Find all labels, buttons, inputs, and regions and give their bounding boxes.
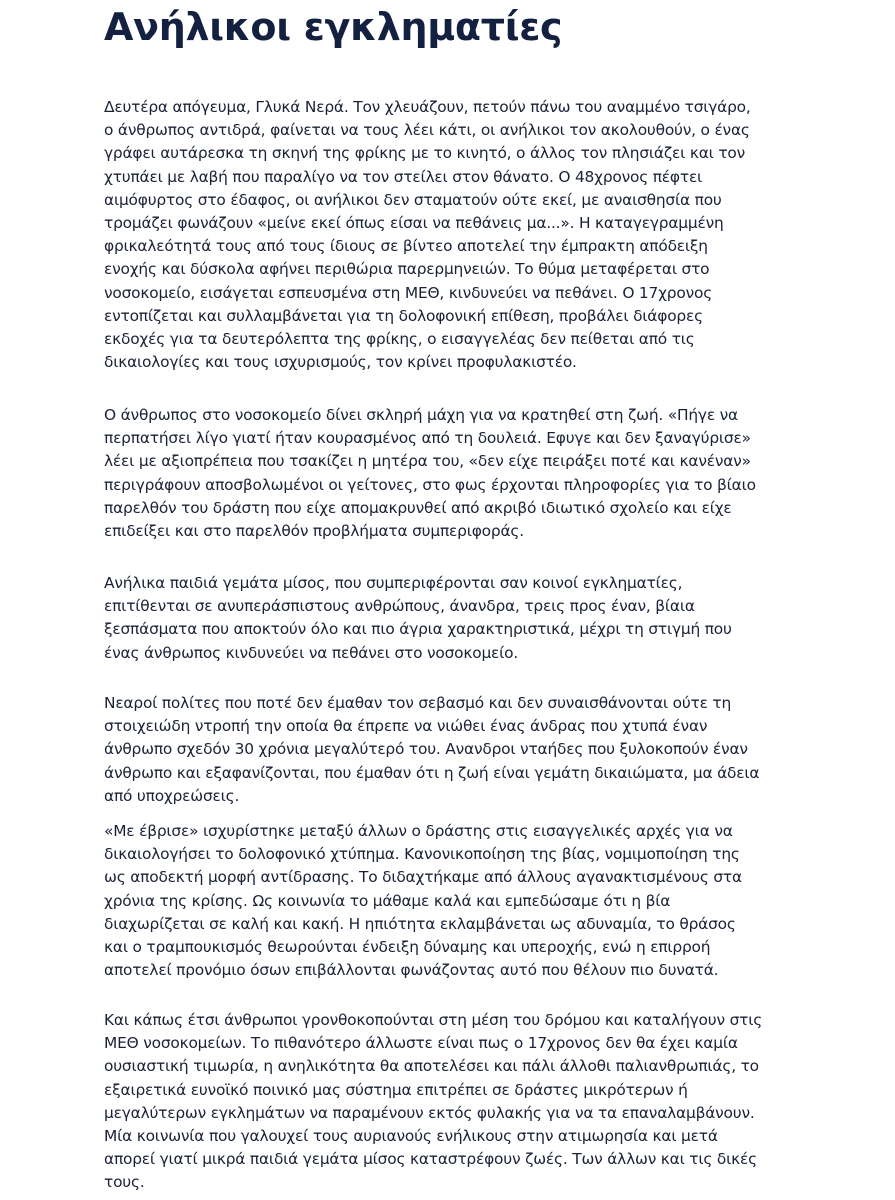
article-paragraph: Δευτέρα απόγευμα, Γλυκά Νερά. Τον χλευάζουν, πετούν πάνω του αναμμένο τσιγάρο, ο άνθρωπος αντιδρά, φαίνεται να τους λέει κάτι, οι ανήλικοι τον ακολουθούν, ο ένας γράφει αυτάρεσκα τη σκηνή της φρίκης με το κινητό, ο άλλος τον πλησιάζει και τον χτυπάει με λαβή που παραλίγο να τον στείλει στον θάνατο. Ο 48χρονος πέφτει αιμόφυρτος στο έδαφος, οι ανήλικοι δεν σταματούν ούτε εκεί, με αναισθησία που τρομάζει φωνάζουν «μείνε εκεί όπως είσαι να πεθάνεις μα...». Η καταγεγραμμένη φρικαλεότητά τους από τους ίδιους σε βίντεο αποτελεί την έμπρακτη απόδειξη ενοχής και δύσκολα αφήνει περιθώρια παρερμηνειών. Το θύμα μεταφέρεται στο νοσοκομείο, εισάγεται εσπευσμένα στη ΜΕΘ, κινδυνεύει να πεθάνει. Ο 17χρονος εντοπίζεται και συλλαμβάνεται για τη δολοφονική επίθεση, προβάλει διάφορες εκδοχές για τα δευτερόλεπτα της φρίκης, ο εισαγγελέας δεν πείθεται από τις δικαιολογίες και τους ισχυρισμούς, τον κρίνει προφυλακιστέο.: [104, 98, 751, 372]
article-title: Ανήλικοι εγκληματίες: [104, 5, 563, 49]
article-paragraph: Νεαροί πολίτες που ποτέ δεν έμαθαν τον σεβασμό και δεν συναισθάνονται ούτε τη στοιχειώδη ντροπή την οποία θα έπρεπε να νιώθει ένας άνδρας που χτυπά έναν άνθρωπο σχεδόν 30 χρόνια μεγαλύτερό του. Ανανδροι νταήδες που ξυλοκοπούν έναν άνθρωπο και εξαφανίζονται, που έμαθαν ότι η ζωή είναι γεμάτη δικαιώματα, μα άδεια από υποχρεώσεις.: [104, 694, 760, 805]
article-paragraph: Ο άνθρωπος στο νοσοκομείο δίνει σκληρή μάχη για να κρατηθεί στη ζωή. «Πήγε να περπατήσει λίγο γιατί ήταν κουρασμένος από τη δουλειά. Εφυγε και δεν ξαναγύρισε» λέει με αξιοπρέπεια που τσακίζει η μητέρα του, «δεν είχε πειράξει ποτέ και κανέναν» περιγράφουν αποσβολωμένοι οι γείτονες, στο φως έρχονται πληροφορίες για το βίαιο παρελθόν του δράστη που είχε απομακρυνθεί από ακριβό ιδιωτικό σχολείο και είχε επιδείξει και στο παρελθόν προβλήματα συμπεριφοράς.: [104, 406, 756, 541]
article-paragraph: Ανήλικα παιδιά γεμάτα μίσος, που συμπεριφέρονται σαν κοινοί εγκληματίες, επιτίθενται σε ανυπεράσπιστους ανθρώπους, άνανδρα, τρεις προς έναν, βίαια ξεσπάσματα που αποκτούν όλο και πιο άγρια χαρακτηριστικά, μέχρι τη στιγμή που ένας άνθρωπος κινδυνεύει να πεθάνει στο νοσοκομείο.: [104, 574, 732, 662]
article-paragraph: «Με έβρισε» ισχυρίστηκε μεταξύ άλλων ο δράστης στις εισαγγελικές αρχές για να δικαιολογήσει το δολοφονικό χτύπημα. Κανονικοποίηση της βίας, νομιμοποίηση της ως αποδεκτή μορφή αντίδρασης. Το διδαχτήκαμε από άλλους αγανακτισμένους στα χρόνια της κρίσης. Ως κοινωνία το μάθαμε καλά και εμπεδώσαμε ότι η βία διαχωρίζεται σε καλή και κακή. Η ηπιότητα εκλαμβάνεται ως αδυναμία, το θράσος και ο τραμπουκισμός θεωρούνται ένδειξη δύναμης και υπεροχής, ενώ η επιρροή αποτελεί προνόμιο όσων επιβάλλονται φωνάζοντας αυτό που θέλουν πιο δυνατά.: [104, 822, 742, 980]
article-paragraph: Και κάπως έτσι άνθρωποι γρονθοκοπούνται στη μέση του δρόμου και καταλήγουν στις ΜΕΘ νοσοκομείων. Το πιθανότερο άλλωστε είναι πως ο 17χρονος δεν θα έχει καμία ουσιαστική τιμωρία, η ανηλικότητα θα αποτελέσει και πάλι άλλοθι παλιανθρωπιάς, το εξαιρετικά ευνοϊκό ποινικό μας σύστημα επιτρέπει σε δράστες μικρότερων ή μεγαλύτερων εγκλημάτων να παραμένουν εκτός φυλακής για να τα επαναλαμβάνουν. Μία κοινωνία που γαλουχεί τους αυριανούς ενήλικους στην ατιμωρησία και μετά απορεί γιατί μικρά παιδιά γεμάτα μίσος καταστρέφουν ζωές. Των άλλων και τις δικές τους.: [104, 1011, 763, 1192]
article: [104, 0, 764, 1192]
